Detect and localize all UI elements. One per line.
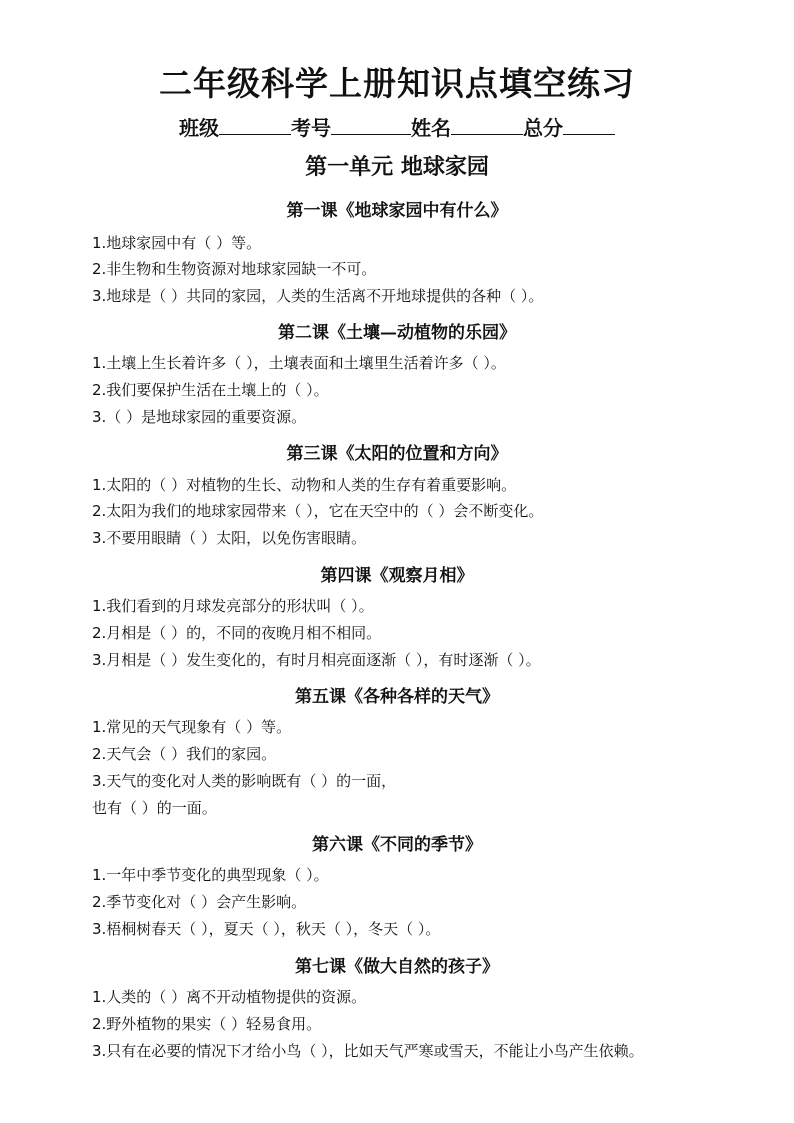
exam-no-blank bbox=[331, 116, 411, 135]
question-line: 3.只有在必要的情况下才给小鸟（ ），比如天气严寒或雪天，不能让小鸟产生依赖。 bbox=[92, 1042, 644, 1060]
lesson-title: 第七课《做大自然的孩子》 bbox=[295, 957, 499, 977]
question-line: 2.天气会（ ）我们的家园。 bbox=[92, 745, 277, 763]
question-line: 2.太阳为我们的地球家园带来（ ），它在天空中的（ ）会不断变化。 bbox=[92, 502, 544, 520]
lesson-title: 第六课《不同的季节》 bbox=[312, 835, 482, 855]
lesson-title: 第二课《土壤—动植物的乐园》 bbox=[278, 323, 516, 343]
question-line: 3.不要用眼睛（ ）太阳，以免伤害眼睛。 bbox=[92, 529, 367, 547]
score-blank bbox=[563, 116, 615, 135]
question-line: 2.月相是（ ）的，不同的夜晚月相不相同。 bbox=[92, 624, 382, 642]
lesson-title: 第五课《各种各样的天气》 bbox=[295, 687, 499, 707]
unit-title: 第一单元 地球家园 bbox=[305, 154, 489, 180]
exam-no-label: 考号 bbox=[291, 116, 331, 140]
question-line: 1.常见的天气现象有（ ）等。 bbox=[92, 718, 292, 736]
question-line: 2.我们要保护生活在土壤上的（ ）。 bbox=[92, 381, 329, 399]
question-line: 3.梧桐树春天（ ），夏天（ ），秋天（ ），冬天（ ）。 bbox=[92, 920, 441, 938]
page-title: 二年级科学上册知识点填空练习 bbox=[159, 64, 635, 103]
question-line: 也有（ ）的一面。 bbox=[92, 799, 217, 817]
name-blank bbox=[451, 116, 523, 135]
question-line: 1.人类的（ ）离不开动植物提供的资源。 bbox=[92, 988, 367, 1006]
class-label: 班级 bbox=[179, 116, 219, 140]
question-line: 1.我们看到的月球发亮部分的形状叫（ ）。 bbox=[92, 597, 374, 615]
student-info-line bbox=[0, 112, 794, 141]
class-blank bbox=[219, 116, 291, 135]
question-line: 1.土壤上生长着许多（ ），土壤表面和土壤里生活着许多（ ）。 bbox=[92, 354, 506, 372]
question-line: 3.月相是（ ）发生变化的，有时月相亮面逐渐（ ），有时逐渐（ ）。 bbox=[92, 651, 541, 669]
question-line: 1.太阳的（ ）对植物的生长、动物和人类的生存有着重要影响。 bbox=[92, 476, 517, 494]
question-line: 3.天气的变化对人类的影响既有（ ）的一面， bbox=[92, 772, 397, 790]
question-line: 1.一年中季节变化的典型现象（ ）。 bbox=[92, 866, 329, 884]
lesson-title: 第一课《地球家园中有什么》 bbox=[286, 201, 508, 221]
question-line: 3.地球是（ ）共同的家园，人类的生活离不开地球提供的各种（ ）。 bbox=[92, 287, 544, 305]
question-line: 1.地球家园中有（ ）等。 bbox=[92, 234, 262, 252]
lesson-title: 第四课《观察月相》 bbox=[320, 566, 474, 586]
question-line: 2.野外植物的果实（ ）轻易食用。 bbox=[92, 1015, 322, 1033]
question-line: 2.非生物和生物资源对地球家园缺一不可。 bbox=[92, 260, 377, 278]
name-label: 姓名 bbox=[411, 116, 451, 140]
question-line: 2.季节变化对（ ）会产生影响。 bbox=[92, 893, 307, 911]
question-line: 3.（ ）是地球家园的重要资源。 bbox=[92, 408, 307, 426]
score-label: 总分 bbox=[523, 116, 563, 140]
lesson-title: 第三课《太阳的位置和方向》 bbox=[286, 444, 508, 464]
